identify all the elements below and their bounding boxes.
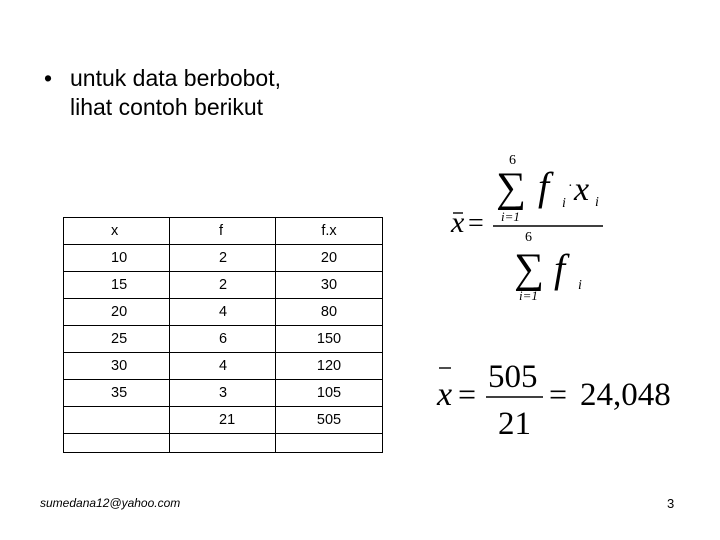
numerator-x-sub-i: i [595, 195, 599, 210]
table-row [64, 380, 383, 407]
result-formula [428, 350, 688, 445]
cell-x [64, 407, 170, 434]
numerator-sigma: ∑ [496, 165, 526, 211]
result-equals-1: = [458, 376, 477, 412]
result-equals-2: = [549, 376, 568, 412]
numerator-dot: · [568, 179, 573, 194]
table-row [64, 326, 383, 353]
total-f: 21 [170, 407, 276, 434]
result-value: 24,048 [580, 377, 671, 413]
bullet-text [70, 64, 410, 122]
bullet-line-1: untuk data berbobot, [70, 65, 281, 91]
denominator-sigma: ∑ [514, 246, 544, 292]
numerator-upper-limit: 6 [509, 153, 516, 168]
page-number: 3 [667, 496, 675, 511]
cell-f: 3 [170, 380, 276, 407]
cell-fx: 80 [276, 299, 383, 326]
cell-fx: 30 [276, 272, 383, 299]
footer-email: sumedana12@yahoo.com [40, 496, 181, 510]
table-row [64, 299, 383, 326]
cell-x: 20 [64, 299, 170, 326]
numerator-x: x [574, 171, 590, 208]
table-header-row [64, 218, 383, 245]
weighted-data-table [63, 217, 383, 453]
cell-fx: 150 [276, 326, 383, 353]
cell-f: 2 [170, 245, 276, 272]
cell-x: 15 [64, 272, 170, 299]
table-row [64, 245, 383, 272]
cell-fx: 120 [276, 353, 383, 380]
result-denominator: 21 [498, 406, 531, 442]
formula-equals: = [468, 208, 484, 239]
cell-fx: 20 [276, 245, 383, 272]
table-total-row [64, 407, 383, 434]
table-row [64, 353, 383, 380]
numerator-f: f [538, 164, 550, 209]
table-row [64, 272, 383, 299]
weighted-mean-formula [440, 140, 620, 310]
cell-f: 6 [170, 326, 276, 353]
cell-fx: 105 [276, 380, 383, 407]
cell-f: 4 [170, 353, 276, 380]
cell-x: 30 [64, 353, 170, 380]
cell-f: 4 [170, 299, 276, 326]
bullet-line-2: lihat contoh berikut [70, 94, 264, 120]
numerator-lower-limit: i=1 [501, 209, 520, 224]
denominator-f: f [554, 246, 566, 291]
header-f: f [170, 218, 276, 245]
cell-x: 10 [64, 245, 170, 272]
denominator-sub-i: i [578, 278, 582, 293]
header-fx: f.x [276, 218, 383, 245]
total-fx: 505 [276, 407, 383, 434]
numerator-sub-i: i [562, 196, 566, 211]
cell-x: 25 [64, 326, 170, 353]
denominator-lower-limit: i=1 [519, 288, 538, 303]
denominator-upper-limit: 6 [525, 230, 532, 245]
header-x: x [64, 218, 170, 245]
bullet-marker: • [44, 65, 53, 91]
table-blank-row [64, 434, 383, 453]
formula-xbar: x [451, 206, 465, 239]
cell-x: 35 [64, 380, 170, 407]
result-numerator: 505 [488, 359, 538, 395]
result-xbar: x [437, 376, 453, 413]
cell-f: 2 [170, 272, 276, 299]
